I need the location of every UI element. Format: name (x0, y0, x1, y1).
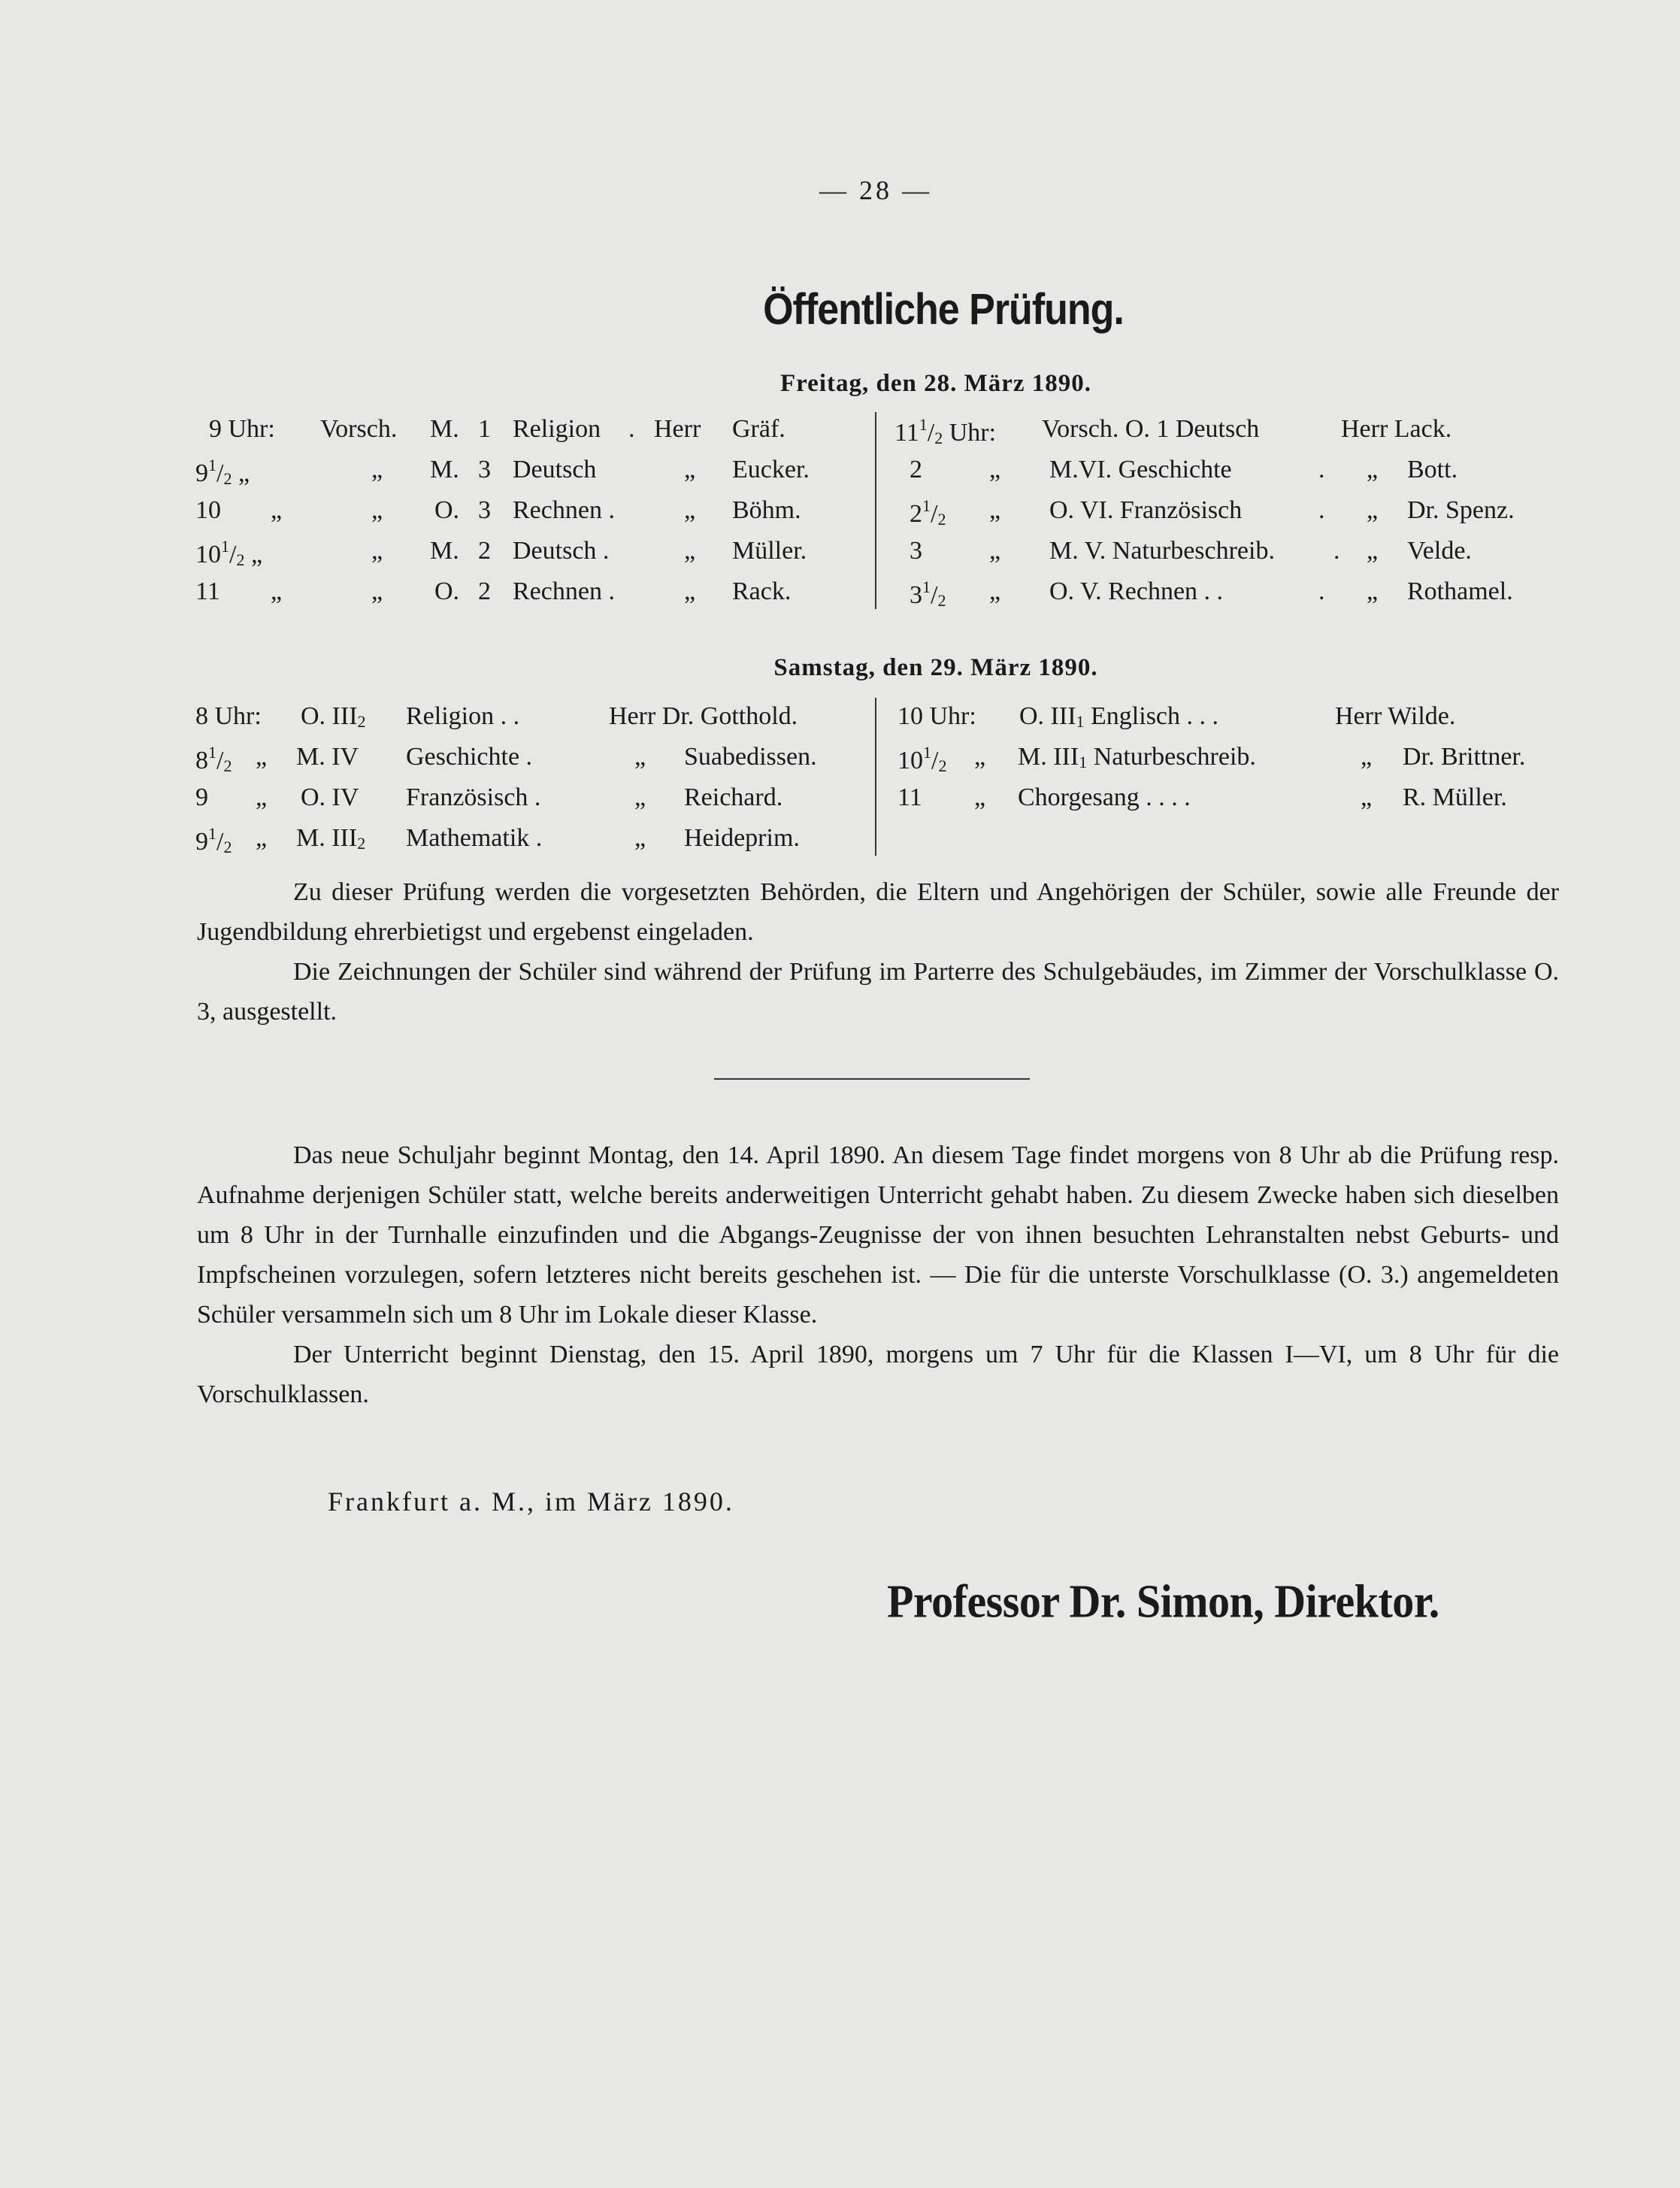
time: 8 Uhr: (195, 702, 262, 730)
class-subject: M.VI. Geschichte (1049, 456, 1232, 483)
ditto: „ (989, 537, 1001, 565)
teacher: R. Müller. (1403, 783, 1507, 811)
invitation-paragraph-1: Zu dieser Prüfung werden die vorgesetzten Behörden, die Eltern und Angehörigen der Schüler, sowie alle Freunde der Jugendbildung ehrerbietigst und ergebenst eingeladen. (197, 878, 1559, 946)
class-number: 3 (478, 456, 491, 483)
class-number: 3 (478, 496, 491, 524)
ditto: „ (634, 824, 646, 852)
teacher: Eucker. (732, 456, 810, 483)
time: $9^1/_2$ (195, 824, 232, 856)
time: $10^1/_2$ (898, 743, 947, 775)
time: 11 (898, 783, 922, 811)
teacher: Herr Lack. (1341, 415, 1452, 443)
day-heading-friday: Freitag, den 28. März 1890. (779, 370, 1092, 397)
ditto: „ (256, 743, 268, 771)
ditto: „ (371, 496, 383, 524)
class-division: O. (434, 496, 460, 524)
vertical-rule-friday (875, 412, 876, 609)
time: $3^1/_2$ (910, 577, 946, 610)
class-division: M. (430, 415, 459, 443)
section-divider (714, 1078, 1030, 1080)
ditto: „ (989, 496, 1001, 524)
ditto: „ (974, 743, 986, 771)
dot: . (1318, 496, 1325, 524)
class-number: 2 (478, 537, 491, 565)
time: 2 (910, 456, 922, 483)
time: $2^1/_2$ (910, 496, 946, 529)
time: $8^1/_2$ (195, 743, 232, 775)
ditto: „ (684, 577, 696, 605)
document-title: Öffentliche Prüfung. (763, 285, 1124, 335)
time: 9 Uhr: (209, 415, 275, 443)
subject: Religion . . (406, 702, 520, 730)
invitation-text (197, 872, 1559, 1032)
dot: . (1318, 577, 1325, 605)
teacher: Rack. (732, 577, 792, 605)
ditto: „ (1367, 577, 1379, 605)
ditto: „ (634, 783, 646, 811)
time: $10^1/_2$ „ (195, 537, 263, 569)
class: O. IV (301, 783, 359, 811)
ditto: „ (256, 783, 268, 811)
teacher: Velde. (1407, 537, 1472, 565)
class: O. $III_2$ (301, 702, 366, 731)
class-division: M. (430, 537, 459, 565)
class-type: Vorsch. (320, 415, 398, 443)
teacher: Reichard. (684, 783, 783, 811)
ditto: „ (1367, 537, 1379, 565)
ditto: „ (634, 743, 646, 771)
ditto: „ (271, 496, 283, 524)
class-subject: O. $III_1$ Englisch . . . (1019, 702, 1219, 731)
ditto: „ (1361, 743, 1373, 771)
class-subject: Chorgesang . . . . (1018, 783, 1191, 811)
ditto: „ (684, 456, 696, 483)
dot: . (1318, 456, 1325, 483)
teacher-title: Herr (654, 415, 701, 443)
subject: Deutsch (513, 456, 597, 483)
ditto: „ (271, 577, 283, 605)
dot: . (1333, 537, 1340, 565)
class-subject: M. $III_1$ Naturbeschreib. (1018, 743, 1256, 771)
ditto: „ (1367, 456, 1379, 483)
schoolyear-paragraph-1: Das neue Schuljahr beginnt Montag, den 14. April 1890. An diesem Tage findet morgens von 8 Uhr ab die Prüfung resp. Aufnahme derjenigen Schüler statt, welche bereits anderweitigen Unterricht gehabt haben. Zu diesem Zwecke haben sich dieselben um 8 Uhr in der Turnhalle einzufinden und die Abgangs-Zeugnisse der von ihnen besuchten Lehranstalten nebst Geburts- und Impfscheinen vorzulegen, sofern letzteres nicht bereits geschehen ist. — Die für die unterste Vorschulklasse (O. 3.) angemeldeten Schüler versammeln sich um 8 Uhr im Lokale dieser Klasse. (197, 1141, 1559, 1329)
subject: Rechnen . (513, 577, 615, 605)
ditto: „ (1361, 783, 1373, 811)
time: 3 (910, 537, 922, 565)
teacher: Dr. Spenz. (1407, 496, 1515, 524)
teacher: Rothamel. (1407, 577, 1513, 605)
ditto: „ (684, 496, 696, 524)
ditto: „ (684, 537, 696, 565)
ditto: „ (371, 456, 383, 483)
class-subject: O. V. Rechnen . . (1049, 577, 1224, 605)
place-and-date: Frankfurt a. M., im März 1890. (328, 1486, 734, 1517)
subject: Französisch . (406, 783, 541, 811)
time: $11^1/_2$ Uhr: (894, 415, 997, 447)
ditto: „ (371, 537, 383, 565)
class-division: O. (434, 577, 460, 605)
time: 9 (195, 783, 208, 811)
ditto: „ (989, 456, 1001, 483)
ditto: „ (256, 824, 268, 852)
teacher: Herr Dr. Gotthold. (609, 702, 798, 730)
time: 10 Uhr: (898, 702, 976, 730)
teacher: Herr Wilde. (1335, 702, 1456, 730)
day-heading-saturday: Samstag, den 29. März 1890. (773, 654, 1098, 681)
ditto: „ (371, 577, 383, 605)
dot: . (628, 415, 635, 443)
class-division: M. (430, 456, 459, 483)
vertical-rule-saturday (875, 698, 876, 856)
teacher: Böhm. (732, 496, 801, 524)
class-number: 2 (478, 577, 491, 605)
subject: Religion (513, 415, 601, 443)
schoolyear-paragraph-2: Der Unterricht beginnt Dienstag, den 15. April 1890, morgens um 7 Uhr für die Klassen I—VI, um 8 Uhr für die Vorschulklassen. (197, 1341, 1559, 1408)
page-number: — 28 — (819, 175, 932, 205)
teacher: Dr. Brittner. (1403, 743, 1526, 771)
subject: Geschichte . (406, 743, 533, 771)
class-subject: Vorsch. O. 1 Deutsch (1042, 415, 1260, 443)
class: M. IV (296, 743, 359, 771)
time: $9^1/_2$ „ (195, 456, 250, 488)
ditto: „ (1367, 496, 1379, 524)
teacher: Müller. (732, 537, 807, 565)
subject: Rechnen . (513, 496, 615, 524)
ditto: „ (989, 577, 1001, 605)
invitation-paragraph-2: Die Zeichnungen der Schüler sind während der Prüfung im Parterre des Schulgebäudes, im Zimmer der Vorschulklasse O. 3, ausgestellt. (197, 958, 1559, 1026)
class-subject: O. VI. Französisch (1049, 496, 1243, 524)
signature: Professor Dr. Simon, Direktor. (887, 1574, 1439, 1628)
teacher: Suabedissen. (684, 743, 817, 771)
teacher: Gräf. (732, 415, 786, 443)
schoolyear-text (197, 1135, 1559, 1414)
time: 11 (195, 577, 220, 605)
time: 10 (195, 496, 221, 524)
class-subject: M. V. Naturbeschreib. (1049, 537, 1275, 565)
class: M. $III_2$ (296, 824, 366, 853)
subject: Deutsch . (513, 537, 610, 565)
ditto: „ (974, 783, 986, 811)
subject: Mathematik . (406, 824, 543, 852)
teacher: Heideprim. (684, 824, 800, 852)
class-number: 1 (478, 415, 491, 443)
teacher: Bott. (1407, 456, 1458, 483)
